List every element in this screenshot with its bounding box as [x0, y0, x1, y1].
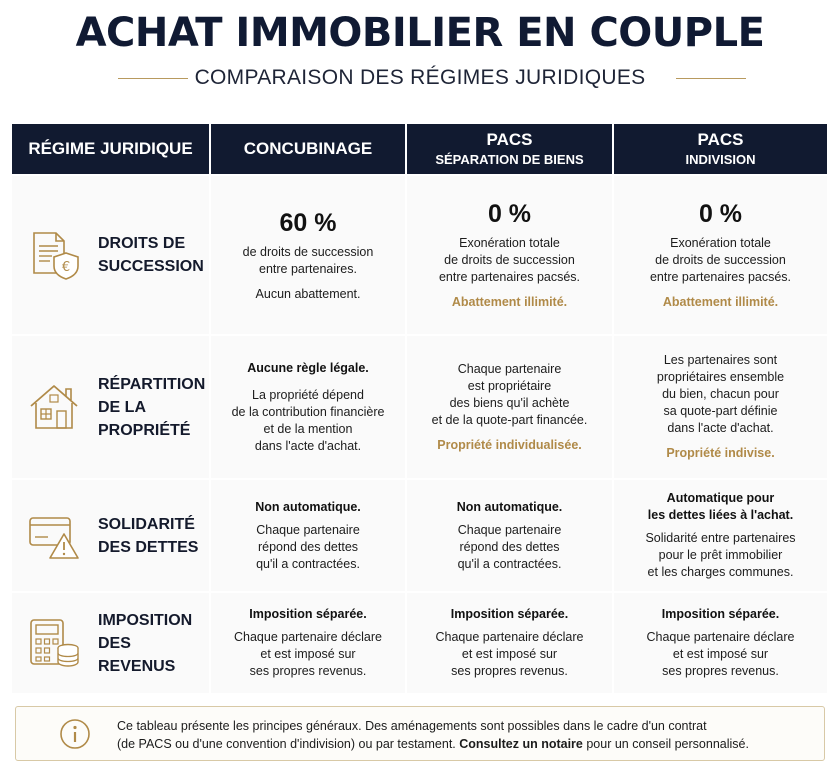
note-text-part: (de PACS ou d'une convention d'indivision) ou par testament. — [117, 737, 460, 751]
cell-dettes-pacs-indivision — [614, 480, 827, 591]
cell-text: Les partenaires sont propriétaires ensemble du bien, chacun pour sa quote-part définie dans l'acte d'achat. — [656, 353, 785, 435]
calculator-coins-icon — [28, 617, 80, 669]
cell-text: de droits de succession entre partenaires. — [242, 244, 374, 276]
header-sublabel: INDIVISION — [685, 152, 756, 167]
header-regime-juridique — [12, 124, 209, 174]
note-text — [117, 717, 817, 753]
cell-propriete-pacs-indivision — [614, 336, 827, 478]
cell-text: Chaque partenaire déclare et est imposé sur ses propres revenus. — [435, 630, 584, 678]
cell-propriete-pacs-separation — [407, 336, 612, 478]
highlight-text: Propriété individualisée. — [437, 437, 582, 452]
cell-bold-text: Imposition séparée. — [249, 607, 367, 621]
rate-value: 0 % — [487, 200, 532, 228]
comparison-table — [12, 124, 827, 693]
header-sublabel: SÉPARATION DE BIENS — [435, 152, 584, 167]
cell-text: Exonération totale de droits de succession entre partenaires pacsés. — [649, 236, 792, 284]
highlight-text: Abattement illimité. — [662, 295, 779, 309]
cell-dettes-pacs-separation — [407, 480, 612, 591]
cell-dettes-concubinage — [211, 480, 405, 591]
cell-propriete-concubinage — [211, 336, 405, 478]
cell-bold-text: Non automatique. — [456, 499, 563, 514]
row-label-imposition — [12, 593, 209, 693]
info-icon — [59, 718, 91, 750]
cell-succession-concubinage — [211, 176, 405, 334]
cell-succession-pacs-separation — [407, 176, 612, 334]
header-pacs-separation — [407, 124, 612, 174]
info-note — [15, 706, 825, 761]
row-label-text: IMPOSITION DES REVENUS — [98, 611, 193, 675]
cell-imposition-concubinage — [211, 593, 405, 693]
cell-text: Chaque partenaire est propriétaire des biens qu'il achète et de la quote-part financée. — [431, 361, 588, 427]
house-icon — [28, 381, 80, 433]
cell-bold-text: Imposition séparée. — [661, 607, 780, 621]
svg-text:€: € — [61, 260, 71, 275]
cell-text: Chaque partenaire déclare et est imposé sur ses propres revenus. — [646, 630, 795, 678]
row-label-text: DROITS DE SUCCESSION — [98, 235, 204, 275]
header-label: CONCUBINAGE — [243, 139, 373, 158]
cell-text: Solidarité entre partenaires pour le prêt immobilier et les charges communes. — [645, 531, 796, 579]
page-subtitle: COMPARAISON DES RÉGIMES JURIDIQUES — [194, 66, 646, 89]
row-label-text: RÉPARTITION DE LA PROPRIÉTÉ — [98, 375, 206, 439]
header-label: PACS — [697, 130, 744, 149]
rate-value: 0 % — [698, 200, 743, 228]
cell-text: Chaque partenaire répond des dettes qu'il a contractées. — [457, 522, 562, 571]
header-concubinage — [211, 124, 405, 174]
cell-text: Exonération totale de droits de succession entre partenaires pacsés. — [438, 236, 581, 284]
cell-imposition-pacs-indivision — [614, 593, 827, 693]
rate-value: 60 % — [279, 208, 337, 237]
note-line: Ce tableau présente les principes généraux. Des aménagements sont possibles dans le cadre d'un contrat — [117, 719, 707, 733]
cell-text: Chaque partenaire déclare et est imposé sur ses propres revenus. — [233, 630, 383, 678]
row-label-propriete — [12, 336, 209, 478]
header-label: PACS — [486, 130, 533, 149]
cell-text: Aucun abattement. — [255, 286, 361, 301]
cell-bold-text: Aucune règle légale. — [247, 360, 369, 375]
cell-imposition-pacs-separation — [407, 593, 612, 693]
highlight-text: Propriété indivise. — [666, 446, 775, 460]
cell-bold-text: Automatique pour les dettes liées à l'achat. — [647, 491, 794, 522]
cell-bold-text: Non automatique. — [255, 499, 361, 514]
cell-bold-text: Imposition séparée. — [450, 607, 569, 621]
cell-text: La propriété dépend de la contribution financière et de la mention dans l'acte d'achat. — [231, 387, 385, 453]
row-label-dettes — [12, 480, 209, 591]
header-label: RÉGIME JURIDIQUE — [28, 139, 193, 158]
highlight-text: Abattement illimité. — [451, 295, 568, 309]
credit-card-warning-icon — [28, 510, 80, 562]
cell-succession-pacs-indivision — [614, 176, 827, 334]
note-line — [117, 735, 817, 753]
row-label-text: SOLIDARITÉ DES DETTES — [98, 515, 199, 556]
subtitle-rule-right — [676, 78, 746, 79]
subtitle-row — [0, 64, 840, 94]
document-euro-shield-icon — [28, 229, 80, 281]
note-text-part: pour un conseil personnalisé. — [582, 737, 749, 751]
note-emphasis: Consultez un notaire — [459, 737, 583, 751]
row-label-succession — [12, 176, 209, 334]
page-title: ACHAT IMMOBILIER EN COUPLE — [75, 10, 765, 56]
header-pacs-indivision — [614, 124, 827, 174]
cell-text: Chaque partenaire répond des dettes qu'il a contractées. — [256, 522, 360, 571]
